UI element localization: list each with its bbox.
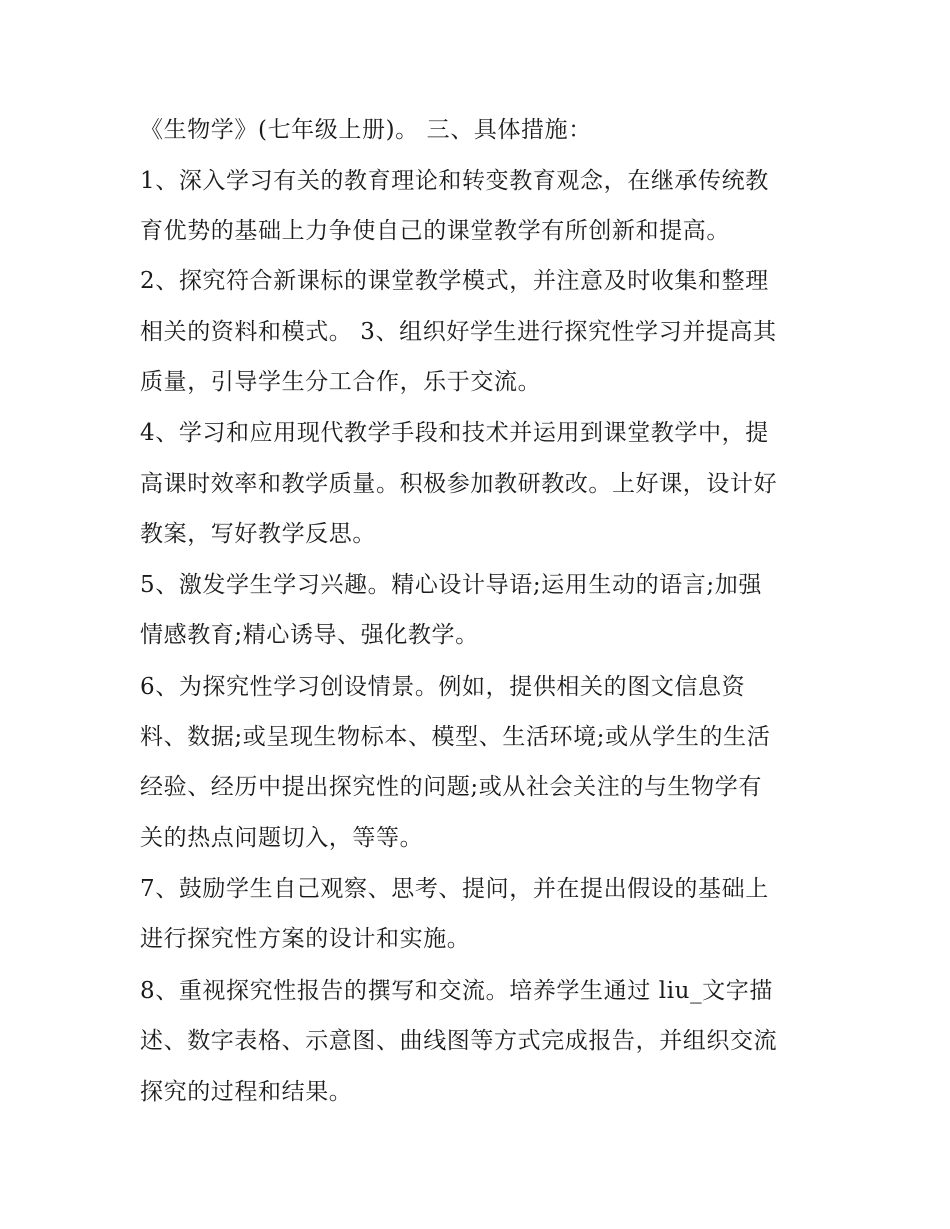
text-line: 关的热点问题切入，等等。 — [140, 825, 424, 851]
text-line: 育优势的基础上力争使自己的课堂教学有所创新和提高。 — [140, 218, 730, 244]
text-line: 述、数字表格、示意图、曲线图等方式完成报告，并组织交流 — [140, 1028, 778, 1054]
text-line: 相关的资料和模式。 3、组织好学生进行探究性学习并提高其 — [140, 319, 777, 345]
text-line: 1、深入学习有关的教育理论和转变教育观念，在继承传统教 — [140, 168, 769, 194]
text-line: 质量，引导学生分工合作，乐于交流。 — [140, 369, 542, 395]
text-line: 教案，写好教学反思。 — [140, 521, 376, 547]
text-line: 6、为探究性学习创设情景。例如，提供相关的图文信息资 — [140, 674, 746, 700]
text-line: 4、学习和应用现代教学手段和技术并运用到课堂教学中，提 — [140, 420, 769, 446]
text-line: 7、鼓励学生自己观察、思考、提问，并在提出假设的基础上 — [140, 876, 769, 902]
text-line: 2、探究符合新课标的课堂教学模式，并注意及时收集和整理 — [140, 268, 769, 294]
text-line: 探究的过程和结果。 — [140, 1079, 353, 1105]
text-line: 经验、经历中提出探究性的问题;或从社会关注的与生物学有 — [140, 774, 762, 800]
text-line: 高课时效率和教学质量。积极参加教研教改。上好课，设计好 — [140, 471, 778, 497]
text-line: 进行探究性方案的设计和实施。 — [140, 926, 471, 952]
text-line: 5、激发学生学习兴趣。精心设计导语;运用生动的语言;加强 — [140, 572, 762, 598]
text-line: 《生物学》(七年级上册)。 三、具体措施： — [140, 117, 592, 143]
text-line: 情感教育;精心诱导、强化教学。 — [140, 622, 479, 648]
text-line: 料、数据;或呈现生物标本、模型、生活环境;或从学生的生活 — [140, 724, 771, 750]
text-line: 8、重视探究性报告的撰写和交流。培养学生通过 liu_文字描 — [140, 978, 773, 1004]
